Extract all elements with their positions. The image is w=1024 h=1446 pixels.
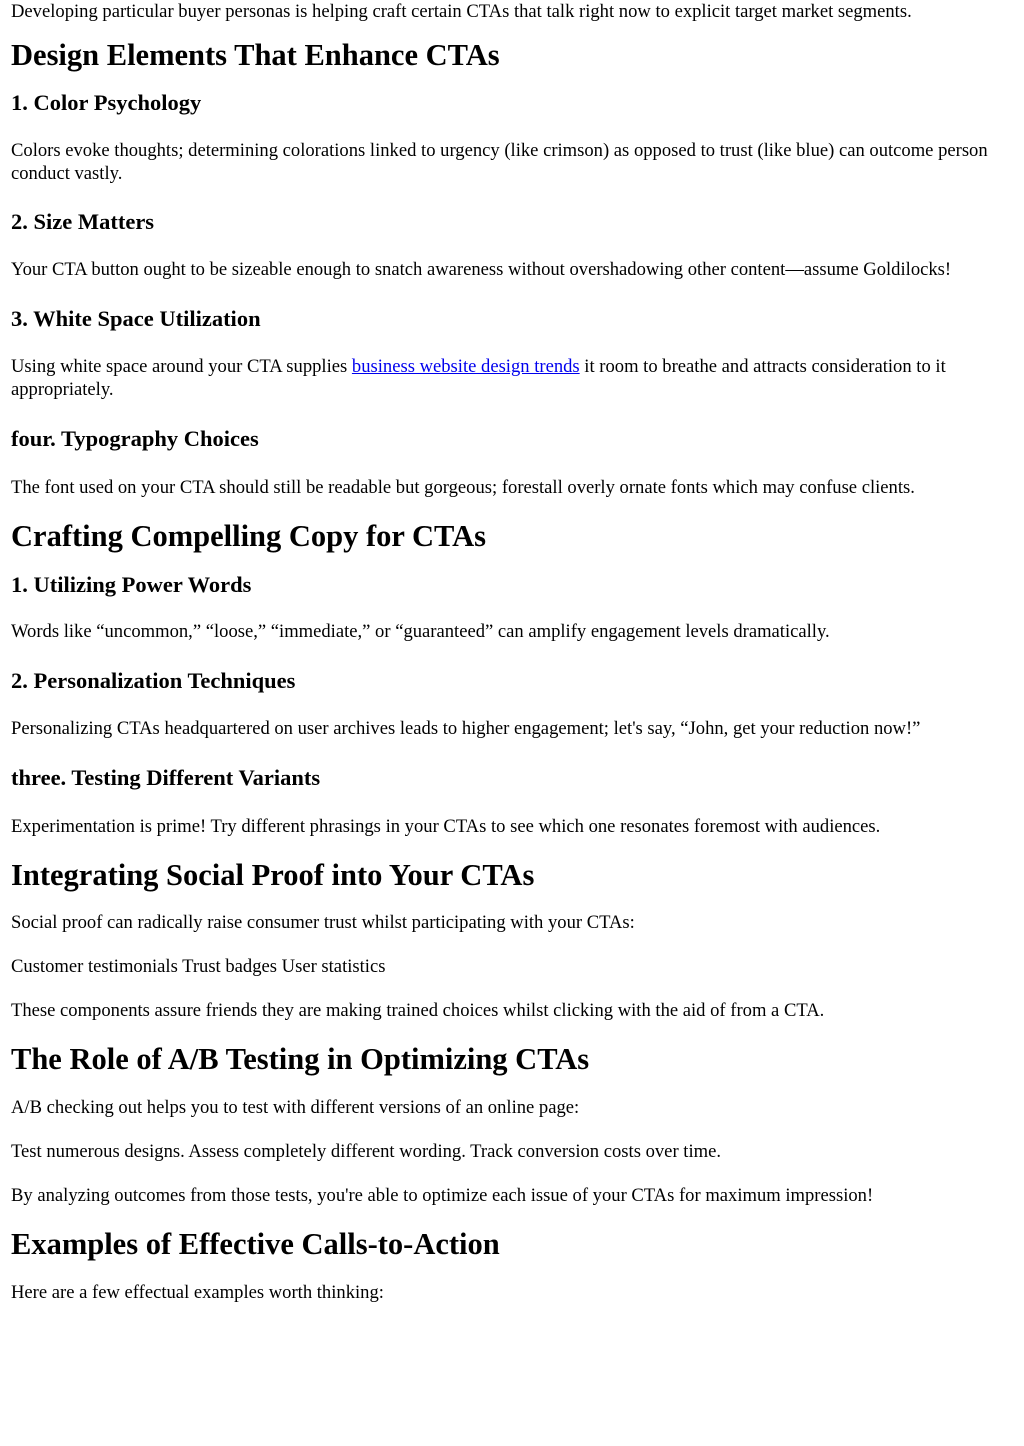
paragraph-ab-list: Test numerous designs. Assess completely different wording. Track conversion costs over time. xyxy=(11,1141,721,1162)
intro-paragraph: Developing particular buyer personas is helping craft certain CTAs that talk right now to explicit target market segments. xyxy=(11,1,912,22)
paragraph-testing-variants: Experimentation is prime! Try different phrasings in your CTAs to see which one resonates foremost with audiences. xyxy=(11,816,881,837)
section-heading-examples: Examples of Effective Calls-to-Action xyxy=(11,1227,500,1261)
paragraph-ab-outro: By analyzing outcomes from those tests, you're able to optimize each issue of your CTAs for maximum impression! xyxy=(11,1185,874,1206)
paragraph-white-space xyxy=(11,355,1014,401)
paragraph-social-proof-outro: These components assure friends they are making trained choices whilst clicking with the aid of from a CTA. xyxy=(11,1000,825,1021)
paragraph-personalization: Personalizing CTAs headquartered on user archives leads to higher engagement; let's say, “John, get your reduction now!” xyxy=(11,718,921,739)
paragraph-social-proof-list: Customer testimonials Trust badges User statistics xyxy=(11,956,386,977)
subheading-power-words: 1. Utilizing Power Words xyxy=(11,572,252,597)
paragraph-size-matters: Your CTA button ought to be sizeable enough to snatch awareness without overshadowing other content—assume Goldilocks! xyxy=(11,259,952,280)
white-space-text-after: it room to breathe and attracts consideration to it appropriately. xyxy=(11,356,946,400)
section-heading-design: Design Elements That Enhance CTAs xyxy=(11,38,500,72)
subheading-white-space: 3. White Space Utilization xyxy=(11,306,261,331)
section-heading-ab-testing: The Role of A/B Testing in Optimizing CTAs xyxy=(11,1042,590,1076)
section-heading-copy: Crafting Compelling Copy for CTAs xyxy=(11,519,487,553)
subheading-color-psychology: 1. Color Psychology xyxy=(11,90,202,115)
subheading-personalization: 2. Personalization Techniques xyxy=(11,668,296,693)
white-space-text-before: Using white space around your CTA supplies xyxy=(11,356,352,377)
paragraph-power-words: Words like “uncommon,” “loose,” “immediate,” or “guaranteed” can amplify engagement levels dramatically. xyxy=(11,621,830,642)
paragraph-color-psychology: Colors evoke thoughts; determining colorations linked to urgency (like crimson) as opposed to trust (like blue) can outcome person conduct vastly. xyxy=(11,140,988,184)
paragraph-typography: The font used on your CTA should still be readable but gorgeous; forestall overly ornate fonts which may confuse clients. xyxy=(11,477,915,498)
section-heading-social-proof: Integrating Social Proof into Your CTAs xyxy=(11,858,535,892)
subheading-typography: four. Typography Choices xyxy=(11,426,259,451)
paragraph-ab-intro: A/B checking out helps you to test with different versions of an online page: xyxy=(11,1097,580,1118)
paragraph-social-proof-intro: Social proof can radically raise consumer trust whilst participating with your CTAs: xyxy=(11,912,635,933)
subheading-size-matters: 2. Size Matters xyxy=(11,209,155,234)
paragraph-examples-intro: Here are a few effectual examples worth thinking: xyxy=(11,1282,384,1303)
link-business-website-design-trends[interactable]: business website design trends xyxy=(351,356,580,377)
subheading-testing-variants: three. Testing Different Variants xyxy=(11,765,321,790)
